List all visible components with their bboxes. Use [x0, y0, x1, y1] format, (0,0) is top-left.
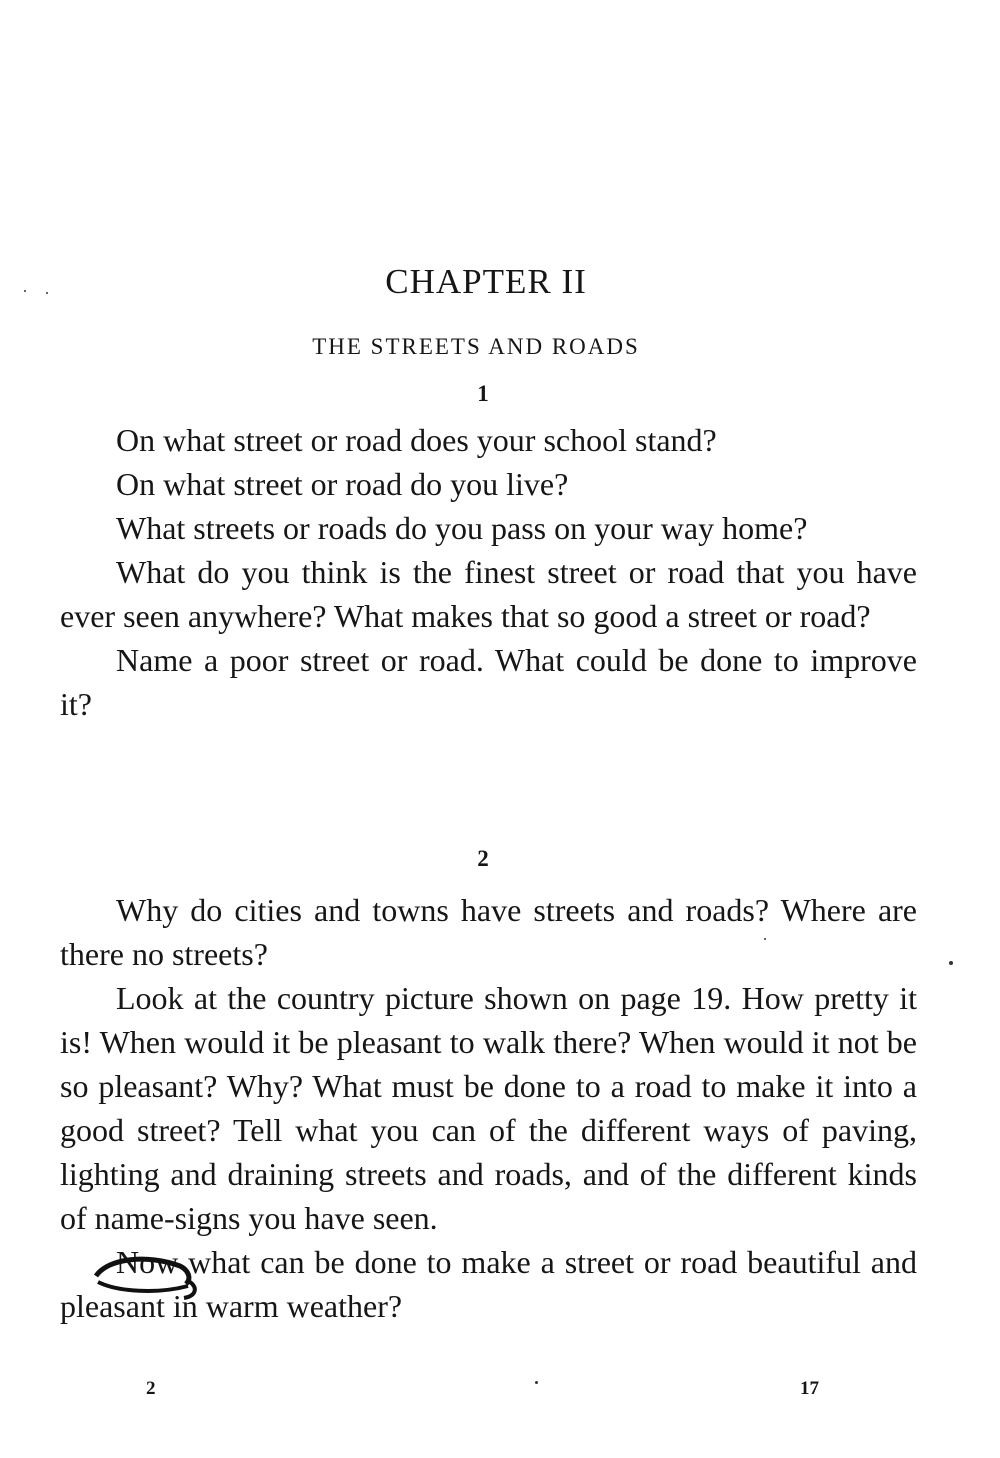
section-number-2: 2: [477, 846, 489, 871]
paragraph: Look at the country picture shown on page 19. How pretty it is! When would it be pleasant to walk there? When would it not be so pleasant? Why? What must be done to a road to make it into a good street? Tell what you can of the different ways of paving, lighting and draining streets and roads, and of the different kinds of name-signs you have seen.: [60, 980, 917, 1236]
chapter-subtitle: THE STREETS AND ROADS: [312, 334, 640, 359]
paragraph: Now what can be done to make a street or road beautiful and pleasant in warm weather?: [60, 1244, 917, 1324]
page-number: 17: [800, 1378, 819, 1399]
section-number-1: 1: [477, 381, 489, 406]
paragraph: Name a poor street or road. What could be done to improve it?: [60, 642, 917, 722]
ink-smudge-artifact: [88, 1248, 206, 1300]
scan-speck: [46, 292, 48, 294]
paragraph: On what street or road do you live?: [116, 466, 569, 502]
scan-speck: [535, 1381, 538, 1384]
paragraph: Why do cities and towns have streets and roads? Where are there no streets?: [60, 892, 917, 972]
chapter-title: CHAPTER II: [385, 262, 587, 301]
scan-speck: [764, 938, 766, 940]
signature-mark: 2: [146, 1378, 156, 1399]
paragraph: What do you think is the finest street or road that you have ever seen anywhere? What makes that so good a street or road?: [60, 554, 917, 634]
scan-speck: [24, 290, 26, 292]
paragraph: What streets or roads do you pass on your way home?: [116, 510, 808, 546]
section-1-body: [60, 418, 917, 726]
paragraph: On what street or road does your school stand?: [116, 422, 717, 458]
scan-speck: [949, 961, 953, 965]
